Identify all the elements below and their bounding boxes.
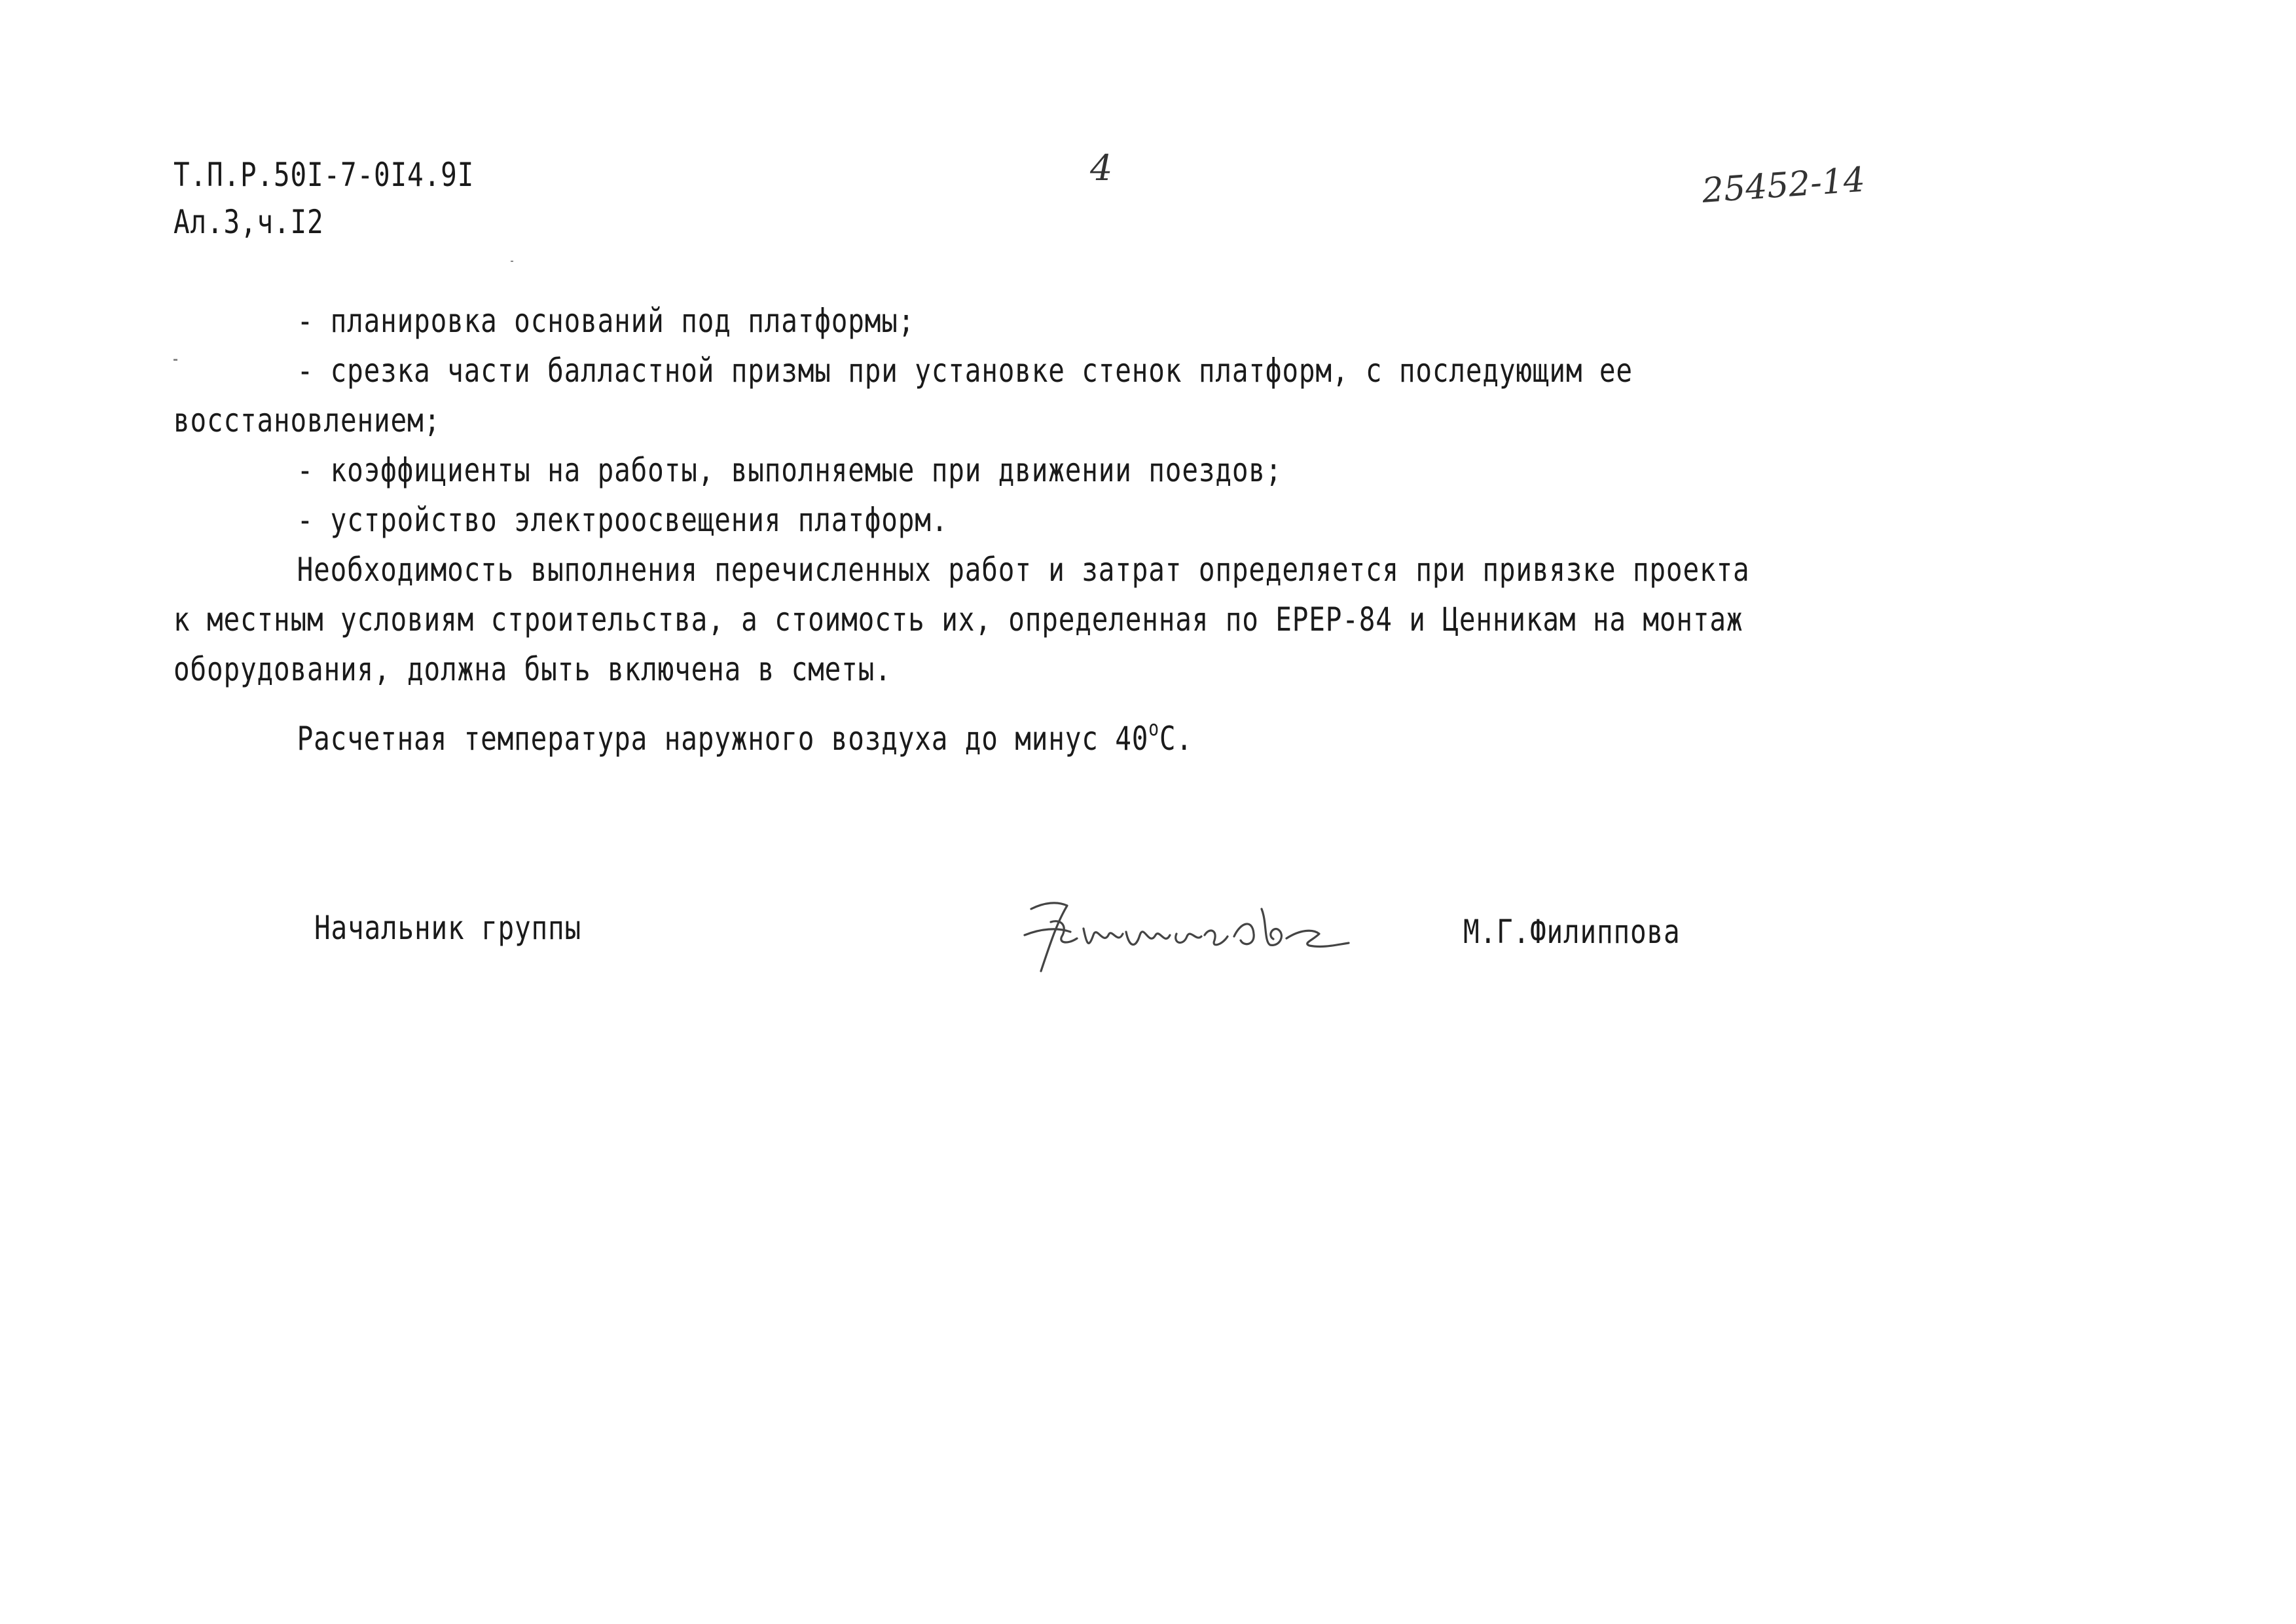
list-item: - устройство электроосвещения платформ.	[297, 501, 949, 539]
temperature-line	[173, 714, 2257, 764]
paragraph-line: к местным условиям строительства, а стоимость их, определенная по ЕРЕР-84 и Ценникам на монтаж	[173, 600, 1743, 638]
scan-speck	[511, 261, 513, 262]
document-body	[173, 296, 2257, 764]
list-item: - планировка оснований под платформы;	[297, 302, 915, 340]
list-item-continuation: восстановлением;	[173, 401, 441, 439]
archive-number: 25452-14	[1700, 160, 1867, 211]
paragraph-line: Необходимость выполнения перечисленных работ и затрат определяется при привязке проекта	[297, 551, 1750, 589]
list-item: - коэффициенты на работы, выполняемые при движении поездов;	[297, 451, 1283, 489]
paragraph-line: оборудования, должна быть включена в сметы.	[173, 650, 892, 688]
sheet-reference: Ал.3,ч.I2	[173, 203, 324, 241]
temperature-unit: С.	[1159, 720, 1193, 758]
document-code: Т.П.Р.50I-7-0I4.9I	[173, 156, 475, 194]
temperature-text: Расчетная температура наружного воздуха до минус 40	[297, 720, 1149, 758]
degree-mark: о	[1148, 716, 1159, 741]
page-number: 4	[1090, 147, 1113, 189]
signatory-name: М.Г.Филиппова	[1463, 913, 1681, 951]
list-item: - срезка части балластной призмы при установке стенок платформ, с последующим ее	[297, 352, 1633, 390]
signature-block	[0, 896, 2296, 987]
handwritten-signature	[1005, 883, 1352, 981]
signatory-role: Начальник группы	[314, 909, 582, 947]
